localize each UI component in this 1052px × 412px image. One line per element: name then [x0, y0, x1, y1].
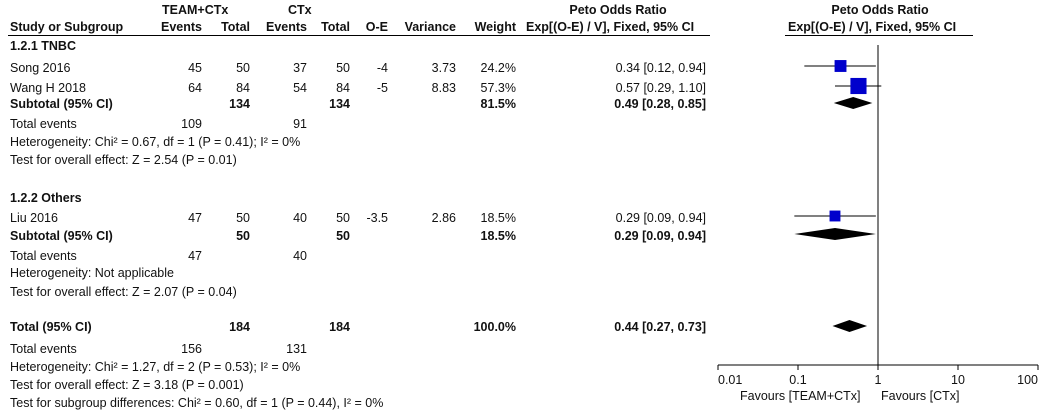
x-tick-label: 100 — [1017, 373, 1038, 387]
pooled-diamond — [833, 320, 868, 332]
subgroup-title: 1.2.2 Others — [10, 191, 82, 205]
total-events-1: 47 — [188, 249, 202, 263]
variance-value: 2.86 — [431, 211, 456, 225]
total-total-2: 184 — [329, 320, 350, 334]
events-1: 45 — [188, 61, 202, 75]
weight-value: 18.5% — [480, 211, 516, 225]
total-events-1: 109 — [181, 117, 202, 131]
x-tick-label: 10 — [951, 373, 965, 387]
header-weight: Weight — [474, 20, 516, 34]
favours-right-label: Favours [CTx] — [881, 389, 960, 403]
variance-value: 8.83 — [431, 81, 456, 95]
study-name: Liu 2016 — [10, 211, 58, 225]
subtotal-label: Subtotal (95% CI) — [10, 97, 113, 111]
subtotal-total-1: 134 — [229, 97, 250, 111]
total-2: 50 — [336, 61, 350, 75]
pooled-diamond — [834, 97, 873, 109]
subtotal-total-2: 134 — [329, 97, 350, 111]
subtotal-label: Subtotal (95% CI) — [10, 229, 113, 243]
header-study: Study or Subgroup — [10, 20, 124, 34]
total-2: 50 — [336, 211, 350, 225]
total-ci: 0.44 [0.27, 0.73] — [614, 320, 706, 334]
subtotal-total-2: 50 — [336, 229, 350, 243]
events-2: 40 — [293, 211, 307, 225]
study-marker — [850, 78, 866, 94]
events-2: 37 — [293, 61, 307, 75]
header-team: TEAM+CTx — [162, 3, 229, 17]
total-events-label: Total events — [10, 117, 77, 131]
total-events-label: Total events — [10, 249, 77, 263]
variance-value: 3.73 — [431, 61, 456, 75]
header-peto-2: Peto Odds Ratio — [831, 3, 929, 17]
total-1: 50 — [236, 61, 250, 75]
header-events-2: Events — [266, 20, 307, 34]
study-marker — [835, 60, 847, 72]
study-name: Wang H 2018 — [10, 81, 86, 95]
total-events-label: Total events — [10, 342, 77, 356]
favours-left-label: Favours [TEAM+CTx] — [740, 389, 861, 403]
weight-value: 24.2% — [480, 61, 516, 75]
study-marker — [830, 211, 841, 222]
oe-value: -4 — [376, 61, 388, 75]
events-1: 47 — [188, 211, 202, 225]
subtotal-ci: 0.49 [0.28, 0.85] — [614, 97, 706, 111]
events-2: 54 — [293, 81, 307, 95]
total-events-2: 131 — [286, 342, 307, 356]
subtotal-ci: 0.29 [0.09, 0.94] — [614, 229, 706, 243]
total-label: Total (95% CI) — [10, 320, 92, 334]
header-peto-1-sub: Exp[(O-E) / V], Fixed, 95% CI — [526, 20, 695, 34]
subtotal-weight: 18.5% — [480, 229, 516, 243]
total-total-1: 184 — [229, 320, 250, 334]
ci-value: 0.34 [0.12, 0.94] — [615, 61, 706, 75]
header-total-2: Total — [321, 20, 350, 34]
weight-value: 57.3% — [480, 81, 516, 95]
header-total-1: Total — [221, 20, 250, 34]
x-tick-label: 1 — [874, 373, 882, 387]
heterogeneity-text: Heterogeneity: Not applicable — [10, 266, 174, 280]
header-events-1: Events — [161, 20, 202, 34]
total-events-1: 156 — [181, 342, 202, 356]
header-oe: O-E — [365, 20, 388, 34]
overall-effect-text: Test for overall effect: Z = 2.07 (P = 0.04) — [10, 285, 237, 299]
header-ctx: CTx — [288, 3, 312, 17]
heterogeneity-text: Heterogeneity: Chi² = 1.27, df = 2 (P = 0.53); I² = 0% — [10, 360, 301, 374]
total-1: 84 — [236, 81, 250, 95]
total-2: 84 — [336, 81, 350, 95]
study-name: Song 2016 — [10, 61, 71, 75]
overall-effect-text: Test for overall effect: Z = 2.54 (P = 0.01) — [10, 153, 237, 167]
oe-value: -5 — [376, 81, 388, 95]
ci-value: 0.29 [0.09, 0.94] — [615, 211, 706, 225]
subgroup-differences-text: Test for subgroup differences: Chi² = 0.60, df = 1 (P = 0.44), I² = 0% — [10, 396, 384, 410]
subgroup-title: 1.2.1 TNBC — [10, 39, 76, 53]
total-events-2: 40 — [293, 249, 307, 263]
subtotal-total-1: 50 — [236, 229, 250, 243]
subtotal-weight: 81.5% — [480, 97, 516, 111]
header-peto-1: Peto Odds Ratio — [569, 3, 667, 17]
header-peto-2-sub: Exp[(O-E) / V], Fixed, 95% CI — [788, 20, 957, 34]
pooled-diamond — [794, 228, 876, 240]
oe-value: -3.5 — [366, 211, 388, 225]
total-weight: 100.0% — [473, 320, 516, 334]
x-tick-label: 0.1 — [789, 373, 807, 387]
header-variance: Variance — [404, 20, 456, 34]
x-tick-label: 0.01 — [718, 373, 743, 387]
events-1: 64 — [188, 81, 202, 95]
total-events-2: 91 — [293, 117, 307, 131]
total-1: 50 — [236, 211, 250, 225]
overall-effect-text: Test for overall effect: Z = 3.18 (P = 0.001) — [10, 378, 244, 392]
heterogeneity-text: Heterogeneity: Chi² = 0.67, df = 1 (P = 0.41); I² = 0% — [10, 135, 301, 149]
ci-value: 0.57 [0.29, 1.10] — [615, 81, 706, 95]
